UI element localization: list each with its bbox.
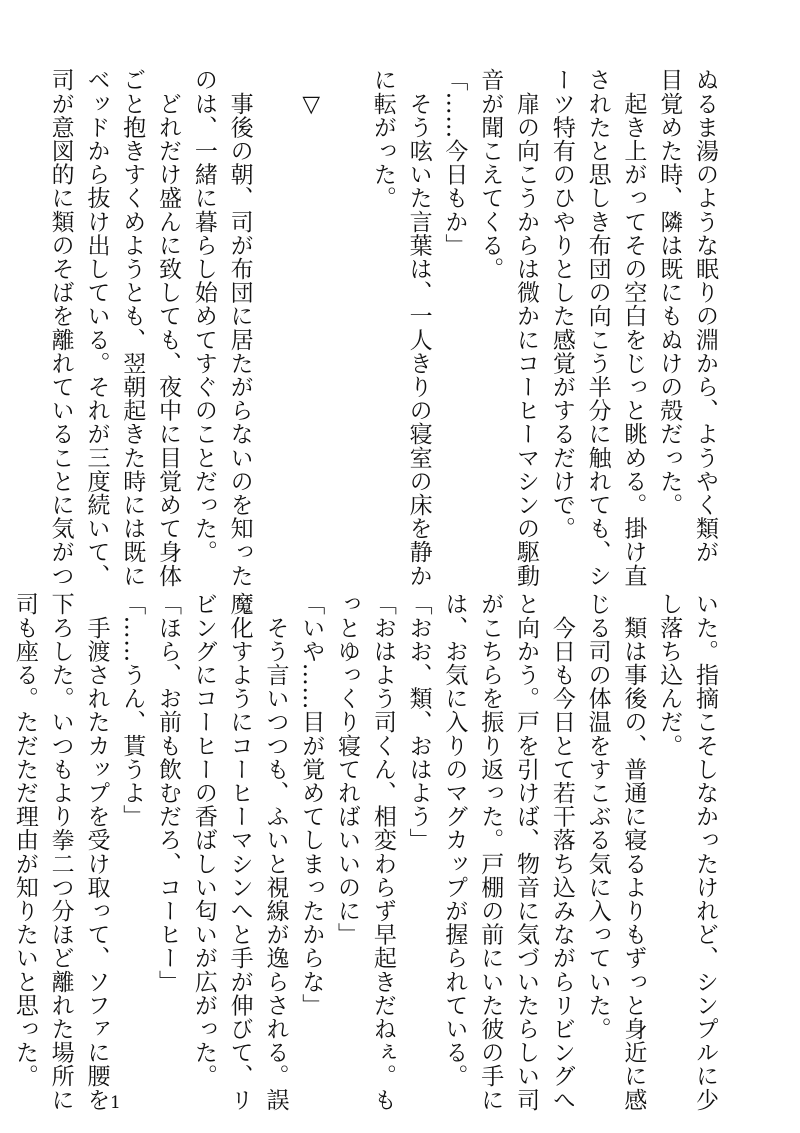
page-number: 1 bbox=[110, 1093, 121, 1113]
text-line: のは、一緒に暮らし始めてすぐのことだった。 bbox=[190, 68, 217, 564]
text-line: 下ろした。いつもより拳二つ分ほど離れた場所に bbox=[47, 592, 74, 1112]
top-text-block bbox=[47, 68, 722, 588]
text-line: 事後の朝、司が布団に居たがらないのを知った bbox=[226, 68, 253, 588]
text-line: そう言いつつも、ふいと視線が逸らされる。誤 bbox=[262, 592, 289, 1112]
text-line: し落ち込んだ。 bbox=[656, 592, 683, 758]
text-line: 司も座る。ただただ理由が知りたいと思った。 bbox=[11, 592, 38, 1088]
text-line: ぬるま湯のような眠りの淵から、ようやく類が bbox=[692, 68, 718, 564]
text-line: 司が意図的に類のそばを離れていることに気がつ bbox=[47, 68, 74, 588]
text-line: いた。指摘こそしなかったけれど、シンプルに少 bbox=[692, 592, 718, 1112]
text-line: 扉の向こうからは微かにコーヒーマシンの駆動 bbox=[513, 68, 540, 588]
text-line: は、お気に入りのマグカップが握られている。 bbox=[441, 592, 468, 1088]
text-line: 類は事後の、普通に寝るよりもずっと身近に感 bbox=[620, 592, 647, 1112]
text-line: っとゆっくり寝てればいいのに」 bbox=[334, 592, 361, 946]
text-line: がこちらを振り返った。戸棚の前にいた彼の手に bbox=[477, 592, 504, 1112]
text-line: 起き上がってその空白をじっと眺める。掛け直 bbox=[620, 68, 647, 588]
text-line: に転がった。 bbox=[369, 68, 396, 210]
text-line: 「……うん、貰うよ」 bbox=[119, 592, 146, 828]
text-line: 「ほら、お前も飲むだろ、コーヒー」 bbox=[155, 592, 182, 994]
text-line: 「いや……目が覚めてしまったからな」 bbox=[298, 592, 325, 1017]
text-line: じる司の体温をすこぶる気に入っていた。 bbox=[584, 592, 611, 1041]
text-line bbox=[328, 68, 364, 538]
text-line: ベッドから抜け出している。それが三度続いて、 bbox=[83, 68, 110, 588]
text-line: 目覚めた時、隣は既にもぬけの殻だった。 bbox=[656, 68, 683, 517]
text-line: ごと抱きすくめようとも、翌朝起きた時には既に bbox=[119, 68, 146, 588]
text-line: 今日も今日とて若干落ち込みながらリビングへ bbox=[548, 592, 575, 1112]
text-line: 音が聞こえてくる。 bbox=[477, 68, 504, 281]
text-line: そう呟いた言葉は、一人きりの寝室の床を静か bbox=[405, 68, 432, 588]
text-line: 魔化すようにコーヒーマシンへと手が伸びて、リ bbox=[226, 592, 253, 1112]
text-line: 「おはよう司くん、相変わらず早起きだねぇ。も bbox=[369, 592, 396, 1112]
text-line: と向かう。戸を引けば、物音に気づいたらしい司 bbox=[513, 592, 540, 1112]
text-line: されたと思しき布団の向こう半分に触れても、シ bbox=[584, 68, 611, 588]
bottom-text-block bbox=[11, 592, 722, 1112]
text-line: ーツ特有のひやりとした感覚がするだけで。 bbox=[548, 68, 575, 540]
text-line: 「……今日もか」 bbox=[441, 68, 468, 257]
text-line: 「おお、類、おはよう」 bbox=[405, 592, 432, 852]
text-line: ビングにコーヒーの香ばしい匂いが広がった。 bbox=[190, 592, 217, 1088]
text-line: 手渡されたカップを受け取って、ソファに腰を bbox=[83, 592, 110, 1112]
text-line bbox=[257, 68, 293, 538]
text-line: ▽ bbox=[298, 68, 325, 119]
text-line: どれだけ盛んに致しても、夜中に目覚めて身体 bbox=[155, 68, 182, 588]
